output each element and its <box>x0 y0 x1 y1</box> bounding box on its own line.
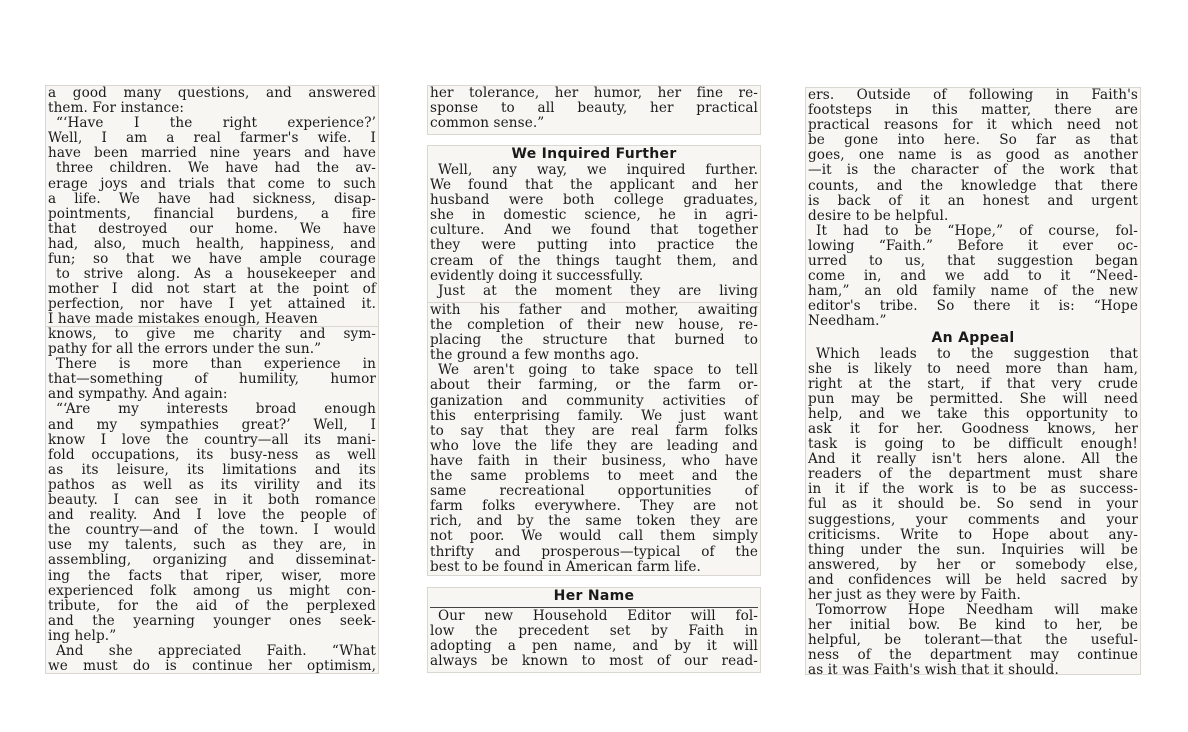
text-line: urred to us, that suggestion began <box>808 253 1138 270</box>
text-line: a life. We have had sickness, disap- <box>48 190 376 207</box>
text-line: ing help.” <box>48 627 117 644</box>
text-line: task is going to be difficult enough! <box>808 436 1138 453</box>
text-line: footsteps in this matter, there are <box>808 102 1138 119</box>
clipping-col2-section-her-name <box>428 588 760 672</box>
text-line: cream of the things taught them, and <box>430 252 758 269</box>
text-line: this enterprising family. We just want <box>430 407 758 424</box>
text-line: the completion of their new house, re- <box>430 317 758 334</box>
text-line: perfection, nor have I yet attained it. <box>48 296 376 313</box>
col3-section-text <box>808 347 1138 675</box>
text-line: ham,” an old family name of the new <box>808 283 1138 300</box>
text-line: tribute, for the aid of the perplexed <box>48 597 376 614</box>
text-line: with his father and mother, awaiting <box>430 303 758 318</box>
clipping-col3-part-a <box>806 88 1140 674</box>
text-line: criticisms. Write to Hope about any- <box>808 526 1138 543</box>
text-line: have been married nine years and have <box>48 145 376 162</box>
text-line: pointments, financial burdens, a fire <box>48 205 376 222</box>
text-line: Which leads to the suggestion that <box>816 345 1138 362</box>
text-line: she in domestic science, he in agri- <box>430 207 758 224</box>
text-line: And it really isn't hers alone. All the <box>808 451 1138 468</box>
text-line: use my talents, such as they are, in <box>48 537 376 554</box>
text-line: adopting a pen name, and by it will <box>430 638 758 655</box>
text-line: in it if the work is to be as success- <box>808 481 1138 498</box>
text-line: to strive along. As a housekeeper and <box>56 266 376 283</box>
text-line: fun; so that we have ample courage <box>48 251 376 268</box>
text-line: editor's tribe. So there it is: “Hope <box>808 298 1138 315</box>
col2-section1-text <box>430 163 758 299</box>
text-line: culture. And we found that together <box>430 222 758 239</box>
section-heading-her-name: Her Name <box>553 588 635 604</box>
text-line: and my sympathies great?’ Well, I <box>48 416 376 433</box>
text-line: ness of the department may continue <box>808 647 1138 664</box>
text-line: There is more than experience in <box>56 356 376 373</box>
text-line: help, and we take this opportunity to <box>808 405 1138 422</box>
text-line: as its leisure, its limitations and its <box>48 461 376 478</box>
text-line: Needham.” <box>808 313 887 330</box>
text-line: same recreational opportunities of <box>430 483 758 500</box>
text-line: the country—and of the town. I would <box>48 522 376 539</box>
text-line: knows, to give me charity and sym- <box>48 327 376 342</box>
text-line: beauty. I can see in it both romance <box>48 492 376 509</box>
text-line: assembling, organizing and disseminat- <box>48 552 376 569</box>
text-line: goes, one name is as good as another <box>808 147 1138 164</box>
text-line: I have made mistakes enough, Heaven <box>48 311 318 327</box>
text-line: fold occupations, its busy-ness as well <box>48 446 376 463</box>
text-line: “‘Have I the right experience?’ <box>56 115 376 132</box>
text-line: have faith in their business, who have <box>430 452 758 469</box>
col2-part-a-text <box>430 86 758 131</box>
clipping-col2-part-c <box>428 303 760 575</box>
text-line: a good many questions, and answered <box>48 86 376 101</box>
clipping-col1-part-a <box>46 86 378 327</box>
text-line: And she appreciated Faith. “What <box>56 642 376 659</box>
text-line: Well, any way, we inquired further. <box>438 162 758 178</box>
text-line: is back of it an honest and urgent <box>808 192 1138 209</box>
text-line: her initial bow. Be kind to her, be <box>808 617 1138 634</box>
text-line: practical reasons for it which need not <box>808 117 1138 134</box>
text-line: and confidences will be held sacred by <box>808 571 1138 588</box>
text-line: desire to be helpful. <box>808 207 949 224</box>
text-line: thing under the sun. Inquiries will be <box>808 541 1138 558</box>
col2-section2-text <box>430 609 758 669</box>
text-line: rich, and by the same token they are <box>430 513 758 530</box>
text-line: Just at the moment they are living <box>438 282 758 299</box>
text-line: lowing “Faith.” Before it ever oc- <box>808 237 1138 254</box>
text-line: pathos as well as its virility and its <box>48 476 376 493</box>
text-line: placing the structure that burned to <box>430 332 758 349</box>
text-line: she is likely to need more than ham, <box>808 360 1138 377</box>
section-heading-an-appeal: An Appeal <box>931 329 1015 346</box>
text-line: helpful, be tolerant—that the useful- <box>808 632 1138 649</box>
text-line: sponse to all beauty, her practical <box>430 100 758 117</box>
text-line: ask it for her. Goodness knows, her <box>808 420 1138 437</box>
text-line: thrifty and prosperous—typical of the <box>430 543 758 560</box>
text-line: evidently doing it successfully. <box>430 267 644 284</box>
text-line: farm folks everywhere. They are not <box>430 498 758 515</box>
section-heading-we-inquired-further: We Inquired Further <box>511 146 677 162</box>
text-line: Tomorrow Hope Needham will make <box>816 602 1138 619</box>
text-line: as it was Faith's wish that it should. <box>808 662 1059 674</box>
text-line: they were putting into practice the <box>430 237 758 254</box>
text-line: three children. We have had the av- <box>56 160 376 177</box>
text-line: ful as it should be. So send in your <box>808 496 1138 513</box>
text-line: that destroyed our home. We have <box>48 220 376 237</box>
text-line: Well, I am a real farmer's wife. I <box>48 130 376 147</box>
text-line: Our new Household Editor will fol- <box>438 608 758 624</box>
text-line: and the yearning younger ones seek- <box>48 612 376 629</box>
text-line: be gone into here. So far as that <box>808 132 1138 149</box>
text-line: low the precedent set by Faith in <box>430 623 758 640</box>
text-line: had, also, much health, happiness, and <box>48 235 376 252</box>
text-line: know I love the country—all its mani- <box>48 431 376 448</box>
text-line: always be known to most of our read- <box>430 653 758 670</box>
text-line: ing the facts that riper, wiser, more <box>48 567 376 584</box>
text-line: pathy for all the errors under the sun.” <box>48 341 322 358</box>
text-line: who love the life they are leading and <box>430 437 758 454</box>
col1-part-b-text <box>48 327 376 673</box>
text-line: We found that the applicant and her <box>430 177 758 194</box>
text-line: about their farming, or the farm or- <box>430 377 758 394</box>
text-line: We aren't going to take space to tell <box>438 362 758 379</box>
text-line: “‘Are my interests broad enough <box>56 401 376 418</box>
text-line: readers of the department must share <box>808 466 1138 483</box>
text-line: we must do is continue her optimism, <box>48 658 376 673</box>
text-line: her tolerance, her humor, her fine re- <box>430 86 758 101</box>
text-line: the same problems to meet and the <box>430 468 758 485</box>
text-line: to say that they are real farm folks <box>430 422 758 439</box>
text-line: suggestions, your comments and your <box>808 511 1138 528</box>
clipping-col2-part-a <box>428 86 760 134</box>
text-line: best to be found in American farm life. <box>430 558 701 575</box>
clipping-col2-section-inquired <box>428 146 760 303</box>
text-line: that—something of humility, humor <box>48 371 376 388</box>
text-line: —it is the character of the work that <box>808 162 1138 179</box>
text-line: ganization and community activities of <box>430 392 758 409</box>
col1-part-a-text <box>48 86 376 327</box>
clipping-col1-part-b <box>46 327 378 673</box>
text-line: husband were both college graduates, <box>430 192 758 209</box>
text-line: not poor. We would call them simply <box>430 528 758 545</box>
text-line: and reality. And I love the people of <box>48 507 376 524</box>
text-line: common sense.” <box>430 115 545 132</box>
text-line: them. For instance: <box>48 100 185 117</box>
text-line: right at the start, if that very crude <box>808 375 1138 392</box>
text-line: counts, and the knowledge that there <box>808 177 1138 194</box>
text-line: ers. Outside of following in Faith's <box>808 88 1138 103</box>
text-line: experienced folk among us might con- <box>48 582 376 599</box>
text-line: It had to be “Hope,” of course, fol- <box>816 222 1138 239</box>
text-line: the ground a few months ago. <box>430 347 640 364</box>
col3-part-a-text <box>808 88 1138 330</box>
col2-part-c-text <box>430 303 758 575</box>
text-line: erage joys and trials that come to such <box>48 175 376 192</box>
text-line: answered, by her or somebody else, <box>808 556 1138 573</box>
text-line: her just as they were by Faith. <box>808 587 1021 603</box>
text-line: pun may be permitted. She will need <box>808 390 1138 407</box>
text-line: and sympathy. And again: <box>48 386 228 403</box>
text-line: mother I did not start at the point of <box>48 281 376 298</box>
text-line: come in, and we add to it “Need- <box>808 268 1138 285</box>
